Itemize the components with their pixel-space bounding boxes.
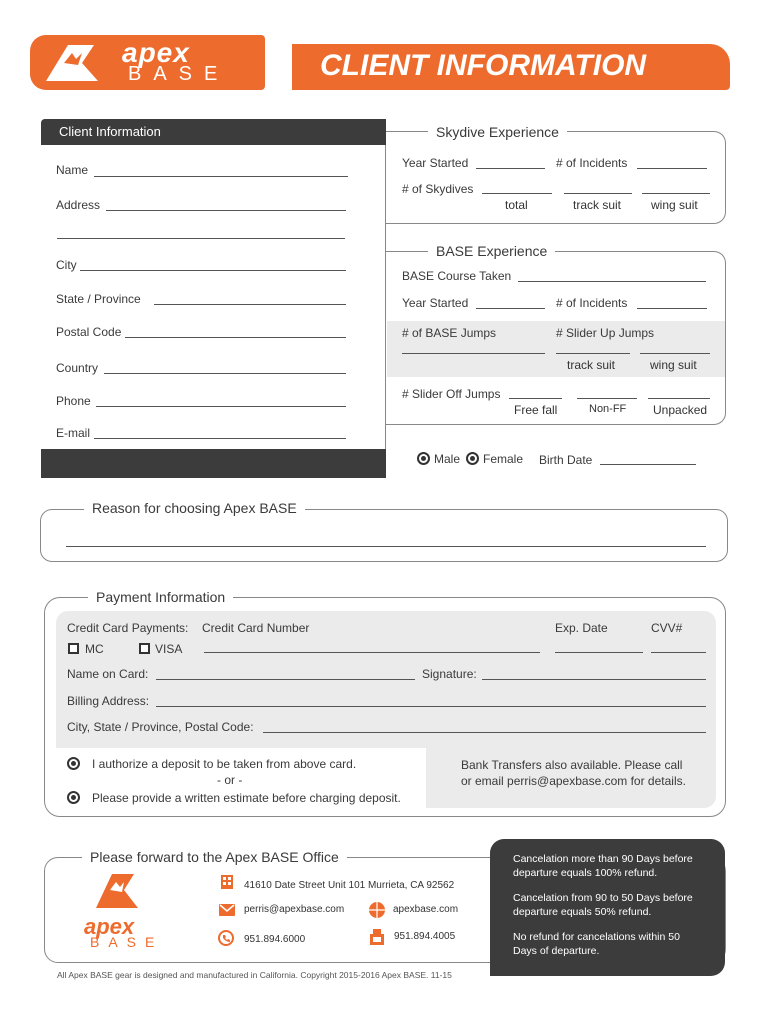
base-course-label: BASE Course Taken	[402, 269, 512, 283]
exp-date-label: Exp. Date	[555, 621, 608, 635]
exp-date-field[interactable]	[555, 652, 643, 653]
free-fall-label: Free fall	[514, 403, 558, 417]
cancel-p2b: departure equals 50% refund.	[513, 906, 652, 918]
postal-label: Postal Code	[56, 325, 122, 339]
base-course-field[interactable]	[518, 281, 706, 282]
sky-wing-suit-label: wing suit	[651, 198, 698, 212]
city-line-label: City, State / Province, Postal Code:	[67, 720, 254, 734]
cc-number-field[interactable]	[204, 652, 540, 653]
sky-year-started-field[interactable]	[476, 168, 545, 169]
male-label: Male	[434, 452, 461, 466]
skydive-experience-heading: Skydive Experience	[428, 124, 567, 140]
base-jumps-field[interactable]	[402, 353, 545, 354]
signature-field[interactable]	[482, 679, 706, 680]
base-incidents-label: # of Incidents	[556, 296, 628, 310]
base-jumps-label: # of BASE Jumps	[402, 326, 497, 340]
bank-line-1: Bank Transfers also available. Please call	[461, 758, 683, 772]
address-label: Address	[56, 198, 101, 212]
mc-checkbox[interactable]	[68, 643, 79, 654]
state-field[interactable]	[154, 304, 346, 305]
birth-date-field[interactable]	[600, 464, 696, 465]
mc-label: MC	[85, 642, 104, 656]
country-label: Country	[56, 361, 99, 375]
base-year-started-label: Year Started	[402, 296, 469, 310]
fax-icon	[369, 928, 385, 946]
authorize-label: I authorize a deposit to be taken from above card.	[92, 757, 357, 771]
cancel-p1b: departure equals 100% refund.	[513, 867, 658, 879]
cancel-p3a: No refund for cancelations within 50	[513, 931, 680, 943]
email-icon	[219, 904, 235, 916]
state-label: State / Province	[56, 292, 141, 306]
cvv-field[interactable]	[651, 652, 706, 653]
non-ff-label: Non-FF	[589, 403, 627, 415]
office-phone: 951.894.6000	[244, 934, 306, 945]
apex-bird-icon	[94, 872, 154, 910]
slider-up-label: # Slider Up Jumps	[556, 326, 655, 340]
slider-up-track-label: track suit	[567, 358, 616, 372]
slider-off-unpacked-field[interactable]	[648, 398, 710, 399]
slider-up-wing-label: wing suit	[650, 358, 697, 372]
client-info-footer	[41, 449, 386, 478]
client-info-heading: Client Information	[59, 124, 161, 139]
female-radio[interactable]	[466, 452, 479, 465]
sky-wing-suit-field[interactable]	[642, 193, 710, 194]
cvv-label: CVV#	[651, 621, 683, 635]
slider-off-label: # Slider Off Jumps	[402, 387, 501, 401]
unpacked-label: Unpacked	[653, 403, 708, 417]
office-email[interactable]: perris@apexbase.com	[244, 904, 345, 915]
sky-year-started-label: Year Started	[402, 156, 469, 170]
logo	[30, 35, 265, 90]
cancel-p1a: Cancelation more than 90 Days before	[513, 853, 693, 865]
slider-up-wing-field[interactable]	[640, 353, 710, 354]
apex-bird-icon	[42, 41, 122, 85]
reason-field[interactable]	[66, 546, 706, 547]
billing-field[interactable]	[156, 706, 706, 707]
logo-base-text: BASE	[128, 63, 230, 85]
email-field[interactable]	[94, 438, 346, 439]
slider-off-nonff-field[interactable]	[577, 398, 637, 399]
office-web[interactable]: apexbase.com	[393, 904, 459, 915]
cc-number-label: Credit Card Number	[202, 621, 310, 635]
sky-track-suit-field[interactable]	[564, 193, 632, 194]
office-heading: Please forward to the Apex BASE Office	[82, 849, 347, 865]
name-field[interactable]	[94, 176, 348, 177]
office-logo-apex: apex	[84, 914, 135, 939]
base-year-started-field[interactable]	[476, 308, 545, 309]
sky-total-label: total	[505, 198, 528, 212]
city-label: City	[56, 258, 77, 272]
postal-field[interactable]	[125, 337, 346, 338]
payment-heading: Payment Information	[88, 589, 233, 605]
office-fax: 951.894.4005	[394, 931, 456, 942]
bank-line-2: or email perris@apexbase.com for details.	[461, 774, 686, 788]
sky-incidents-field[interactable]	[637, 168, 707, 169]
header	[30, 35, 730, 90]
sky-skydives-label: # of Skydives	[402, 182, 474, 196]
address-field-2[interactable]	[57, 238, 345, 239]
address-field[interactable]	[106, 210, 346, 211]
sky-track-suit-label: track suit	[573, 198, 622, 212]
city-field[interactable]	[80, 270, 346, 271]
building-icon	[219, 873, 235, 889]
signature-label: Signature:	[422, 667, 477, 681]
client-info-header	[41, 119, 386, 145]
email-label: E-mail	[56, 426, 91, 440]
or-label: - or -	[217, 773, 243, 787]
base-incidents-field[interactable]	[637, 308, 707, 309]
phone-field[interactable]	[96, 406, 346, 407]
phone-label: Phone	[56, 394, 91, 408]
billing-label: Billing Address:	[67, 694, 150, 708]
city-line-field[interactable]	[263, 732, 706, 733]
country-field[interactable]	[104, 373, 346, 374]
name-label: Name	[56, 163, 89, 177]
base-experience-heading: BASE Experience	[428, 243, 555, 259]
reason-box	[40, 509, 728, 562]
cancel-p2a: Cancelation from 90 to 50 Days before	[513, 892, 693, 904]
authorize-radio[interactable]	[67, 757, 80, 770]
sky-incidents-label: # of Incidents	[556, 156, 628, 170]
sky-total-field[interactable]	[482, 193, 552, 194]
visa-checkbox[interactable]	[139, 643, 150, 654]
page-title: CLIENT INFORMATION	[320, 49, 647, 82]
cc-payments-label: Credit Card Payments:	[67, 621, 189, 635]
logo-apex-text: apex	[122, 37, 190, 68]
reason-heading: Reason for choosing Apex BASE	[84, 500, 305, 516]
phone-icon	[218, 930, 234, 946]
slider-off-freefall-field[interactable]	[509, 398, 562, 399]
estimate-radio[interactable]	[67, 791, 80, 804]
office-logo-base: BASE	[90, 934, 164, 950]
name-on-card-field[interactable]	[156, 679, 415, 680]
office-address: 41610 Date Street Unit 101 Murrieta, CA 92562	[244, 880, 455, 891]
web-icon	[368, 901, 386, 919]
male-radio[interactable]	[417, 452, 430, 465]
name-on-card-label: Name on Card:	[67, 667, 149, 681]
slider-up-track-field[interactable]	[556, 353, 630, 354]
birth-date-label: Birth Date	[539, 453, 593, 467]
office-logo	[80, 870, 180, 952]
cancel-p3b: Days of departure.	[513, 945, 600, 957]
footer-text: All Apex BASE gear is designed and manufactured in California. Copyright 2015-2016 Apex BASE. 11-15	[57, 970, 452, 980]
estimate-label: Please provide a written estimate before charging deposit.	[92, 791, 401, 805]
female-label: Female	[483, 452, 524, 466]
visa-label: VISA	[155, 642, 183, 656]
